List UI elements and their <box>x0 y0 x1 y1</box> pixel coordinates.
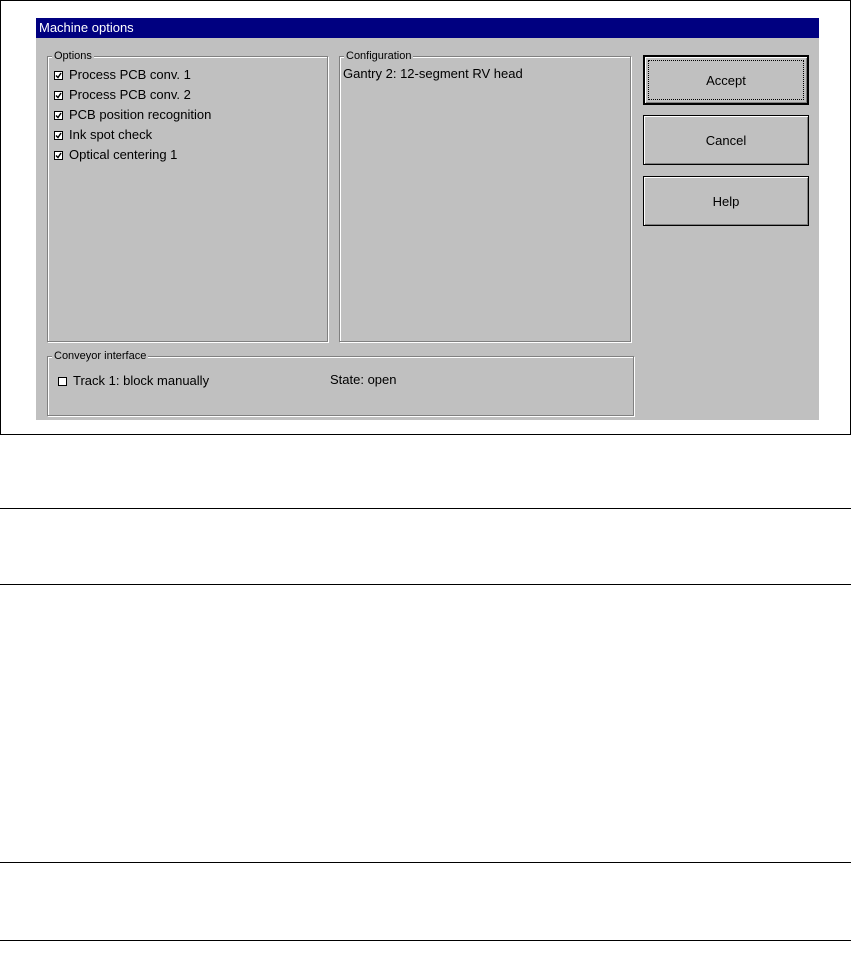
option-label: Optical centering 1 <box>69 147 178 162</box>
cancel-button-label: Cancel <box>705 132 747 148</box>
help-button[interactable] <box>643 176 809 226</box>
checkbox-unchecked-icon[interactable] <box>58 377 67 386</box>
option-ink-spot-check[interactable] <box>54 127 152 143</box>
dialog-title: Machine options <box>36 18 819 38</box>
option-pcb-position-recognition[interactable] <box>54 107 211 123</box>
divider-line <box>0 584 851 585</box>
machine-options-dialog <box>36 18 819 420</box>
option-process-pcb-conv-2[interactable] <box>54 87 191 103</box>
track-1-block-manually-option[interactable] <box>58 373 209 389</box>
focus-rectangle <box>648 60 804 100</box>
options-group <box>47 50 328 342</box>
option-label: Process PCB conv. 2 <box>69 87 191 102</box>
conveyor-state-text: State: open <box>330 372 397 387</box>
conveyor-interface-group <box>47 350 634 416</box>
option-process-pcb-conv-1[interactable] <box>54 67 191 83</box>
divider-line <box>0 508 851 509</box>
accept-button-label: Accept <box>706 72 746 88</box>
track-1-label: Track 1: block manually <box>73 373 210 388</box>
divider-line <box>0 940 851 941</box>
divider-line <box>0 862 851 863</box>
checkbox-checked-icon[interactable] <box>54 91 63 100</box>
screenshot-frame <box>0 0 851 435</box>
option-label: Process PCB conv. 1 <box>69 67 191 82</box>
checkbox-checked-icon[interactable] <box>54 111 63 120</box>
help-button-label: Help <box>712 193 740 209</box>
checkbox-checked-icon[interactable] <box>54 71 63 80</box>
checkbox-checked-icon[interactable] <box>54 131 63 140</box>
accept-button[interactable] <box>643 55 809 105</box>
configuration-text: Gantry 2: 12-segment RV head <box>343 66 523 81</box>
cancel-button[interactable] <box>643 115 809 165</box>
configuration-group <box>339 50 631 342</box>
conveyor-interface-group-label: Conveyor interface <box>54 350 147 362</box>
options-group-label: Options <box>54 50 92 62</box>
option-label: PCB position recognition <box>69 107 212 122</box>
option-label: Ink spot check <box>69 127 153 142</box>
option-optical-centering-1[interactable] <box>54 147 177 163</box>
checkbox-checked-icon[interactable] <box>54 151 63 160</box>
configuration-group-label: Configuration <box>346 50 412 62</box>
